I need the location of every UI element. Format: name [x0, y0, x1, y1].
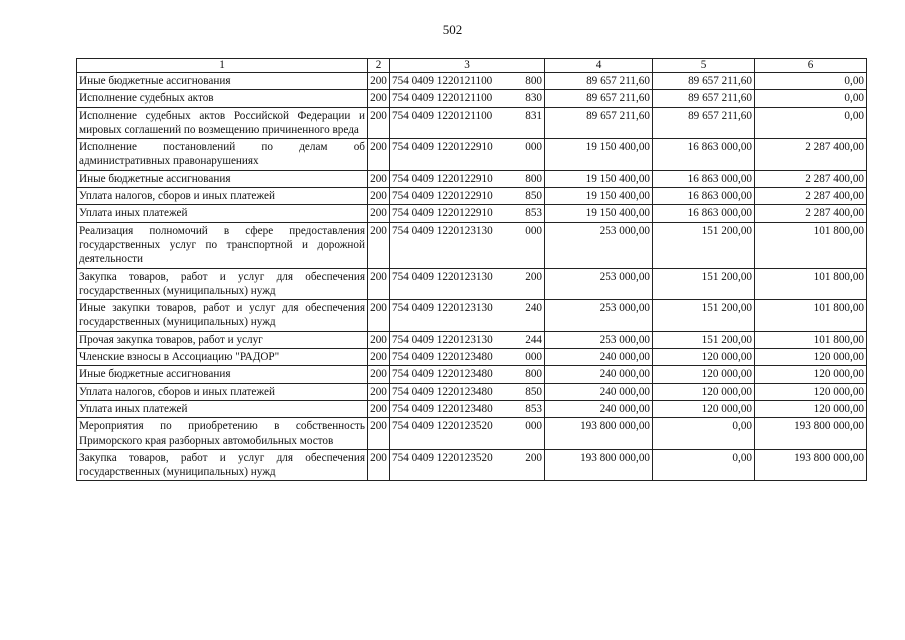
- row-expense-type: 200: [525, 270, 542, 283]
- row-code-cell: [390, 300, 545, 332]
- table-row: [77, 349, 867, 366]
- row-code-cell: [390, 383, 545, 400]
- row-name: Уплата налогов, сборов и иных платежей: [77, 383, 368, 400]
- row-value-6: 193 800 000,00: [755, 418, 867, 450]
- row-col2: 200: [368, 107, 390, 139]
- table-row: [77, 170, 867, 187]
- row-value-5: 120 000,00: [653, 366, 755, 383]
- row-name: Мероприятия по приобретению в собственность Приморского края разборных автомобильных мостов: [77, 418, 368, 450]
- row-value-4: 89 657 211,60: [545, 90, 653, 107]
- row-col2: 200: [368, 349, 390, 366]
- row-expense-type: 850: [525, 190, 542, 203]
- row-value-6: 101 800,00: [755, 300, 867, 332]
- page-number: 502: [442, 22, 463, 37]
- row-value-5: 151 200,00: [653, 222, 755, 268]
- row-col2: 200: [368, 449, 390, 481]
- row-expense-type: 000: [525, 351, 542, 364]
- table-row: [77, 418, 867, 450]
- row-expense-type: 800: [525, 368, 542, 381]
- row-value-4: 19 150 400,00: [545, 205, 653, 222]
- row-value-6: 2 287 400,00: [755, 139, 867, 171]
- row-name: Реализация полномочий в сфере предоставления государственных услуг по транспортной и дорожной деятельности: [77, 222, 368, 268]
- row-value-5: 89 657 211,60: [653, 107, 755, 139]
- row-value-5: 0,00: [653, 449, 755, 481]
- row-value-6: 120 000,00: [755, 383, 867, 400]
- table-row: [77, 205, 867, 222]
- row-col2: 200: [368, 139, 390, 171]
- row-name: Иные бюджетные ассигнования: [77, 170, 368, 187]
- row-value-5: 16 863 000,00: [653, 205, 755, 222]
- row-expense-type: 244: [525, 333, 542, 346]
- row-expense-type: 800: [525, 75, 542, 87]
- row-code: 754 0409 1220123480: [392, 368, 493, 381]
- row-code-cell: [390, 188, 545, 205]
- row-name: Исполнение судебных актов: [77, 90, 368, 107]
- row-col2: 200: [368, 366, 390, 383]
- row-name: Закупка товаров, работ и услуг для обеспечения государственных (муниципальных) нужд: [77, 449, 368, 481]
- row-value-5: 151 200,00: [653, 300, 755, 332]
- budget-table: [76, 58, 867, 481]
- row-code: 754 0409 1220123130: [392, 270, 493, 283]
- row-col2: 200: [368, 418, 390, 450]
- row-code: 754 0409 1220123480: [392, 402, 493, 415]
- table-row: [77, 366, 867, 383]
- row-value-6: 193 800 000,00: [755, 449, 867, 481]
- row-name: Исполнение постановлений по делам об административных правонарушениях: [77, 139, 368, 171]
- row-value-4: 89 657 211,60: [545, 73, 653, 90]
- row-col2: 200: [368, 188, 390, 205]
- row-code: 754 0409 1220121100: [392, 75, 493, 87]
- column-header: 2: [368, 59, 390, 73]
- row-value-5: 16 863 000,00: [653, 170, 755, 187]
- column-header: 6: [755, 59, 867, 73]
- row-expense-type: 830: [525, 92, 542, 105]
- row-col2: 200: [368, 383, 390, 400]
- table-row: [77, 300, 867, 332]
- row-value-4: 240 000,00: [545, 366, 653, 383]
- row-value-6: 120 000,00: [755, 366, 867, 383]
- row-value-4: 19 150 400,00: [545, 188, 653, 205]
- row-code: 754 0409 1220121100: [392, 92, 493, 105]
- row-value-6: 120 000,00: [755, 349, 867, 366]
- table-row: [77, 107, 867, 139]
- row-code: 754 0409 1220122910: [392, 172, 493, 185]
- row-expense-type: 800: [525, 172, 542, 185]
- row-code: 754 0409 1220123130: [392, 333, 493, 346]
- row-code-cell: [390, 170, 545, 187]
- row-code: 754 0409 1220122910: [392, 190, 493, 203]
- row-value-6: 2 287 400,00: [755, 170, 867, 187]
- row-col2: 200: [368, 205, 390, 222]
- row-code-cell: [390, 400, 545, 417]
- row-code-cell: [390, 139, 545, 171]
- row-name: Членские взносы в Ассоциацию "РАДОР": [77, 349, 368, 366]
- table-row: [77, 268, 867, 300]
- row-value-4: 193 800 000,00: [545, 418, 653, 450]
- row-expense-type: 853: [525, 207, 542, 220]
- row-col2: 200: [368, 90, 390, 107]
- row-code-cell: [390, 366, 545, 383]
- row-name: Закупка товаров, работ и услуг для обеспечения государственных (муниципальных) нужд: [77, 268, 368, 300]
- row-expense-type: 000: [525, 420, 542, 433]
- row-value-6: 0,00: [755, 73, 867, 90]
- row-code-cell: [390, 268, 545, 300]
- row-value-6: 101 800,00: [755, 222, 867, 268]
- column-header: 4: [545, 59, 653, 73]
- row-code-cell: [390, 222, 545, 268]
- row-value-4: 89 657 211,60: [545, 107, 653, 139]
- row-col2: 200: [368, 400, 390, 417]
- row-code-cell: [390, 418, 545, 450]
- row-value-4: 240 000,00: [545, 383, 653, 400]
- row-value-4: 240 000,00: [545, 400, 653, 417]
- row-name: Иные закупки товаров, работ и услуг для обеспечения государственных (муниципальных) нужд: [77, 300, 368, 332]
- row-col2: 200: [368, 73, 390, 90]
- row-expense-type: 853: [525, 402, 542, 415]
- row-value-6: 101 800,00: [755, 268, 867, 300]
- table-header-row: [77, 59, 867, 73]
- row-value-5: 120 000,00: [653, 383, 755, 400]
- row-value-5: 89 657 211,60: [653, 90, 755, 107]
- row-name: Уплата иных платежей: [77, 205, 368, 222]
- row-code: 754 0409 1220123480: [392, 351, 493, 364]
- row-code: 754 0409 1220121100: [392, 109, 493, 122]
- row-code: 754 0409 1220123130: [392, 224, 493, 237]
- column-header: 5: [653, 59, 755, 73]
- row-code-cell: [390, 205, 545, 222]
- row-value-5: 16 863 000,00: [653, 188, 755, 205]
- table-row: [77, 73, 867, 90]
- row-code: 754 0409 1220123520: [392, 420, 493, 433]
- row-code-cell: [390, 331, 545, 348]
- row-expense-type: 200: [525, 451, 542, 464]
- row-code-cell: [390, 90, 545, 107]
- table-row: [77, 139, 867, 171]
- table-row: [77, 188, 867, 205]
- row-value-5: 120 000,00: [653, 400, 755, 417]
- row-name: Уплата иных платежей: [77, 400, 368, 417]
- row-value-6: 101 800,00: [755, 331, 867, 348]
- row-expense-type: 000: [525, 224, 542, 237]
- row-code: 754 0409 1220122910: [392, 207, 493, 220]
- row-value-5: 151 200,00: [653, 331, 755, 348]
- row-value-5: 120 000,00: [653, 349, 755, 366]
- row-expense-type: 240: [525, 302, 542, 315]
- row-col2: 200: [368, 331, 390, 348]
- row-code-cell: [390, 449, 545, 481]
- row-value-4: 253 000,00: [545, 300, 653, 332]
- row-expense-type: 000: [525, 141, 542, 154]
- row-value-4: 253 000,00: [545, 331, 653, 348]
- table-row: [77, 400, 867, 417]
- row-value-6: 2 287 400,00: [755, 188, 867, 205]
- row-code-cell: [390, 349, 545, 366]
- row-value-6: 120 000,00: [755, 400, 867, 417]
- row-value-5: 89 657 211,60: [653, 73, 755, 90]
- row-name: Уплата налогов, сборов и иных платежей: [77, 188, 368, 205]
- row-value-4: 240 000,00: [545, 349, 653, 366]
- row-value-5: 151 200,00: [653, 268, 755, 300]
- row-col2: 200: [368, 222, 390, 268]
- row-value-6: 2 287 400,00: [755, 205, 867, 222]
- column-header: 3: [390, 59, 545, 73]
- row-col2: 200: [368, 268, 390, 300]
- row-code: 754 0409 1220123520: [392, 451, 493, 464]
- row-code: 754 0409 1220123130: [392, 302, 493, 315]
- row-value-4: 253 000,00: [545, 222, 653, 268]
- row-code-cell: [390, 73, 545, 90]
- row-value-4: 253 000,00: [545, 268, 653, 300]
- row-value-6: 0,00: [755, 90, 867, 107]
- row-name: Исполнение судебных актов Российской Федерации и мировых соглашений по возмещению причиненного вреда: [77, 107, 368, 139]
- row-expense-type: 850: [525, 385, 542, 398]
- row-expense-type: 831: [525, 109, 542, 122]
- table-row: [77, 449, 867, 481]
- row-code: 754 0409 1220123480: [392, 385, 493, 398]
- row-value-4: 193 800 000,00: [545, 449, 653, 481]
- row-code: 754 0409 1220122910: [392, 141, 493, 154]
- row-value-4: 19 150 400,00: [545, 139, 653, 171]
- row-value-4: 19 150 400,00: [545, 170, 653, 187]
- table-row: [77, 90, 867, 107]
- row-value-6: 0,00: [755, 107, 867, 139]
- row-value-5: 0,00: [653, 418, 755, 450]
- row-name: Иные бюджетные ассигнования: [77, 366, 368, 383]
- row-col2: 200: [368, 300, 390, 332]
- row-name: Иные бюджетные ассигнования: [77, 73, 368, 90]
- table-row: [77, 331, 867, 348]
- row-value-5: 16 863 000,00: [653, 139, 755, 171]
- row-name: Прочая закупка товаров, работ и услуг: [77, 331, 368, 348]
- table-row: [77, 383, 867, 400]
- column-header: 1: [77, 59, 368, 73]
- row-col2: 200: [368, 170, 390, 187]
- row-code-cell: [390, 107, 545, 139]
- table-row: [77, 222, 867, 268]
